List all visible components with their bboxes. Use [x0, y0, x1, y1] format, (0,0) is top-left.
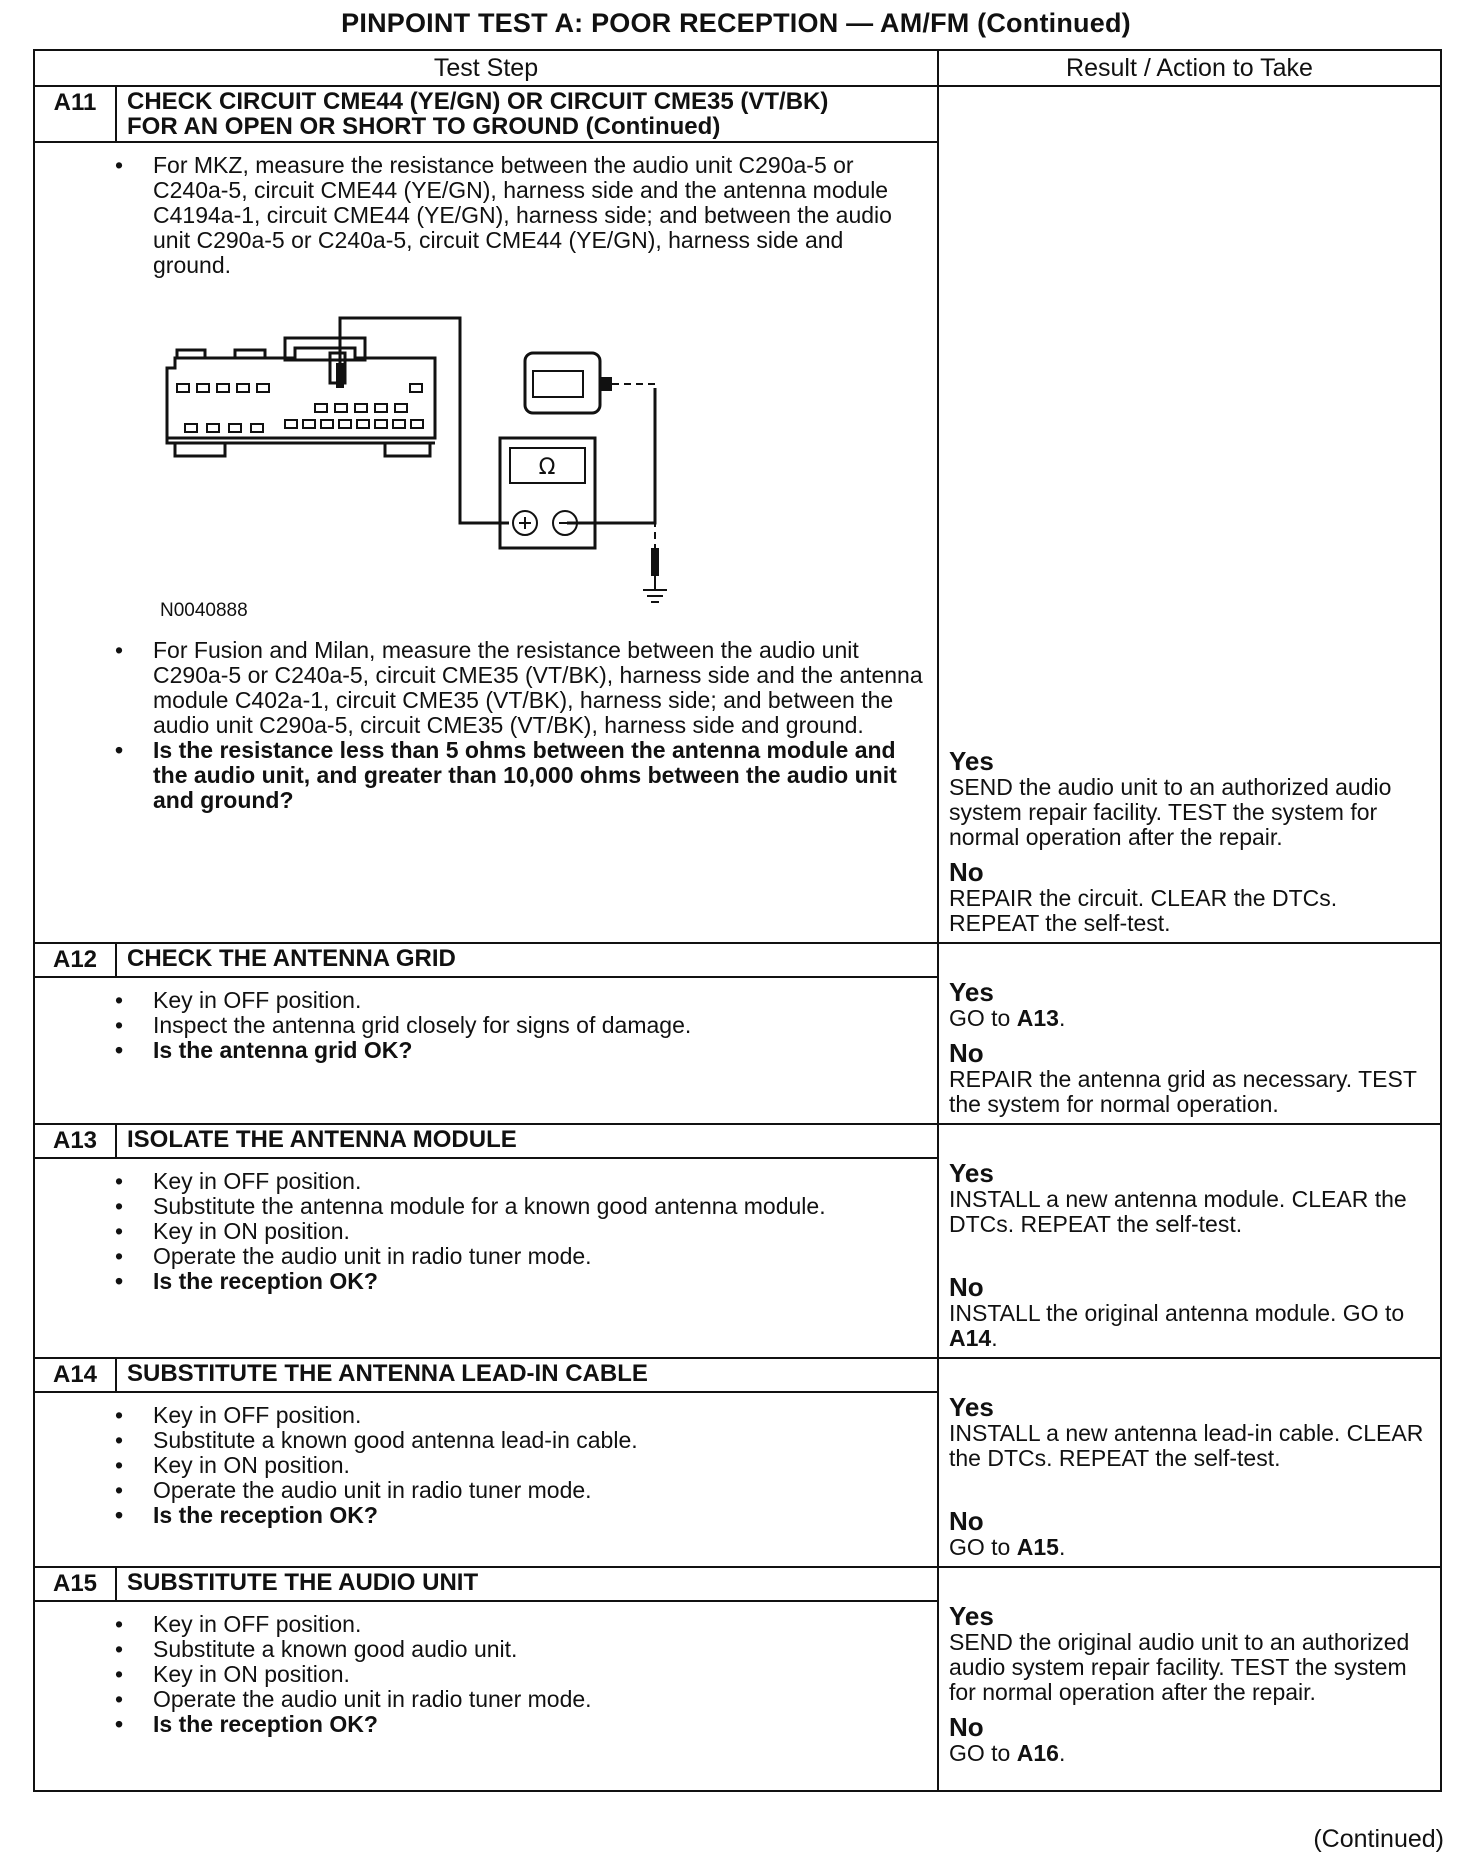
yes-label: Yes: [949, 977, 994, 1007]
no-action: INSTALL the original antenna module. GO to A14.: [949, 1300, 1405, 1351]
no-action: GO to A16.: [949, 1740, 1066, 1766]
yes-label: Yes: [949, 1392, 994, 1422]
yes-action: SEND the audio unit to an authorized audio system repair facility. TEST the system for normal operation after the repair.: [949, 774, 1392, 850]
yes-label: Yes: [949, 1158, 994, 1188]
question-item: • Is the reception OK?: [115, 1712, 927, 1737]
yes-label: Yes: [949, 1601, 994, 1631]
step-id: A15: [35, 1568, 117, 1600]
table-header-row: [34, 50, 1441, 86]
ground-icon: [643, 576, 667, 602]
list-item: • Key in OFF position.: [115, 1403, 927, 1428]
no-label: No: [949, 857, 984, 887]
step-row-a12: [34, 943, 1441, 1124]
step-row-a14: [34, 1358, 1441, 1567]
antenna-module-icon: [525, 353, 600, 413]
figure-id: N0040888: [160, 600, 248, 621]
header-result-action: Result / Action to Take: [938, 50, 1441, 86]
list-item: • Substitute the antenna module for a known good antenna module.: [115, 1194, 927, 1219]
continued-footer: (Continued): [1313, 1825, 1444, 1853]
step-title: SUBSTITUTE THE ANTENNA LEAD-IN CABLE: [127, 1360, 648, 1387]
question-item: • Is the resistance less than 5 ohms between the antenna module and the audio unit, and greater than 10,000 ohms between the audio unit and ground?: [115, 738, 927, 813]
result-cell: [939, 1125, 1440, 1357]
no-label: No: [949, 1272, 984, 1302]
no-label: No: [949, 1712, 984, 1742]
list-item: • Key in OFF position.: [115, 1169, 927, 1194]
result-cell: [939, 1359, 1440, 1566]
yes-action: GO to A13.: [949, 1005, 1066, 1031]
no-label: No: [949, 1506, 984, 1536]
step-title: CHECK THE ANTENNA GRID: [127, 945, 456, 972]
step-title: CHECK CIRCUIT CME44 (YE/GN) OR CIRCUIT CME35 (VT/BK) FOR AN OPEN OR SHORT TO GROUND (Continued): [127, 88, 829, 140]
list-item: • Operate the audio unit in radio tuner mode.: [115, 1478, 927, 1503]
no-label: No: [949, 1038, 984, 1068]
step-row-a13: [34, 1124, 1441, 1358]
ohm-symbol: Ω: [538, 455, 556, 480]
list-item: • For MKZ, measure the resistance between the audio unit C290a-5 or C240a-5, circuit CME44 (YE/GN), harness side and the antenna module C4194a-1, circuit CME44 (YE/GN), harness side; and between the audio unit C290a-5 or C240a-5, circuit CME44 (YE/GN), harness side and ground.: [115, 153, 927, 278]
yes-action: INSTALL a new antenna module. CLEAR the DTCs. REPEAT the self-test.: [949, 1186, 1407, 1237]
step-id: A14: [35, 1359, 117, 1391]
list-item: • Key in ON position.: [115, 1219, 927, 1244]
step-row-a11: [34, 86, 1441, 943]
no-action: GO to A15.: [949, 1534, 1066, 1560]
step-id: A13: [35, 1125, 117, 1157]
list-item: • Operate the audio unit in radio tuner mode.: [115, 1687, 927, 1712]
question-item: • Is the reception OK?: [115, 1503, 927, 1528]
connector-ohmmeter-illustration: [115, 278, 735, 638]
question-item: • Is the antenna grid OK?: [115, 1038, 927, 1063]
yes-action: SEND the original audio unit to an authorized audio system repair facility. TEST the system for normal operation after the repair.: [949, 1629, 1410, 1705]
list-item: • Key in OFF position.: [115, 1612, 927, 1637]
yes-label: Yes: [949, 746, 994, 776]
list-item: • Substitute a known good audio unit.: [115, 1637, 927, 1662]
result-cell: [939, 944, 1440, 1123]
page-title: PINPOINT TEST A: POOR RECEPTION — AM/FM (Continued): [341, 8, 1131, 38]
no-action: REPAIR the antenna grid as necessary. TEST the system for normal operation.: [949, 1066, 1417, 1117]
step-id: A11: [35, 87, 117, 141]
list-item: • For Fusion and Milan, measure the resistance between the audio unit C290a-5 or C240a-5, circuit CME35 (VT/BK), harness side and the antenna module C402a-1, circuit CME35 (VT/BK), harness side; and between the audio unit C290a-5, circuit CME35 (VT/BK), harness side and ground.: [115, 638, 927, 738]
list-item: • Key in ON position.: [115, 1662, 927, 1687]
step-row-a15: [34, 1567, 1441, 1791]
yes-action: INSTALL a new antenna lead-in cable. CLEAR the DTCs. REPEAT the self-test.: [949, 1420, 1424, 1471]
list-item: • Key in ON position.: [115, 1453, 927, 1478]
header-test-step: Test Step: [34, 50, 938, 86]
result-cell: [939, 747, 1440, 942]
resistance-test-diagram: [115, 278, 927, 638]
step-title: ISOLATE THE ANTENNA MODULE: [127, 1126, 517, 1153]
probe-icon: [336, 363, 344, 388]
step-id: A12: [35, 944, 117, 976]
list-item: • Inspect the antenna grid closely for signs of damage.: [115, 1013, 927, 1038]
no-action: REPAIR the circuit. CLEAR the DTCs. REPEAT the self-test.: [949, 885, 1338, 936]
list-item: • Operate the audio unit in radio tuner mode.: [115, 1244, 927, 1269]
question-item: • Is the reception OK?: [115, 1269, 927, 1294]
pinpoint-test-table: [33, 49, 1442, 1792]
result-cell: [939, 1568, 1440, 1772]
step-title: SUBSTITUTE THE AUDIO UNIT: [127, 1569, 479, 1596]
list-item: • Substitute a known good antenna lead-in cable.: [115, 1428, 927, 1453]
list-item: • Key in OFF position.: [115, 988, 927, 1013]
